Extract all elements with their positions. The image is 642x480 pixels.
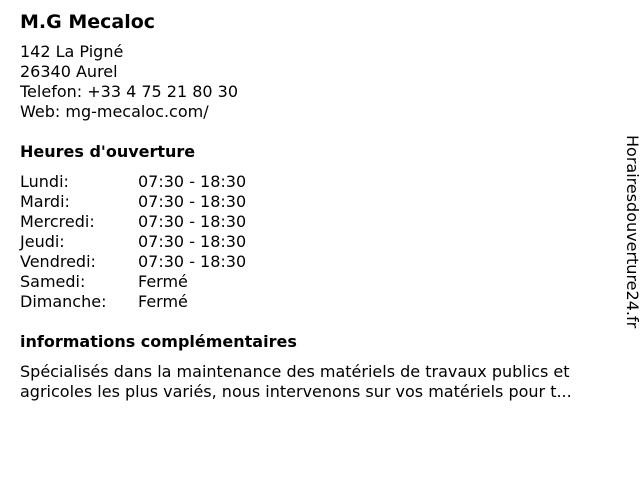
hours-day: Jeudi: <box>20 232 65 251</box>
hours-day: Samedi: <box>20 272 86 291</box>
address-city: 26340 Aurel <box>20 62 118 81</box>
hours-day: Dimanche: <box>20 292 107 311</box>
info-description: Spécialisés dans la maintenance des matériels de travaux publics et agricoles les plus variés, nous intervenons sur vos matériels pour t... <box>20 362 572 401</box>
hours-day: Mardi: <box>20 192 70 211</box>
address-block <box>20 42 620 122</box>
site-watermark <box>622 135 642 345</box>
business-card <box>20 10 620 402</box>
hours-time: Fermé <box>138 272 188 291</box>
address-street: 142 La Pigné <box>20 42 124 61</box>
hours-time: 07:30 - 18:30 <box>138 212 247 231</box>
hours-time: Fermé <box>138 292 188 311</box>
hours-row <box>20 212 620 232</box>
hours-row <box>20 272 620 292</box>
hours-time: 07:30 - 18:30 <box>138 172 247 191</box>
hours-time: 07:30 - 18:30 <box>138 232 247 251</box>
hours-table <box>20 172 620 312</box>
hours-row <box>20 172 620 192</box>
phone-number: Telefon: +33 4 75 21 80 30 <box>20 82 239 101</box>
hours-time: 07:30 - 18:30 <box>138 252 247 271</box>
hours-day: Lundi: <box>20 172 69 191</box>
business-name: M.G Mecaloc <box>20 11 156 33</box>
watermark-text: Horairesdouverture24.fr <box>623 135 642 329</box>
hours-time: 07:30 - 18:30 <box>138 192 247 211</box>
hours-row <box>20 292 620 312</box>
hours-day: Vendredi: <box>20 252 96 271</box>
website: Web: mg-mecaloc.com/ <box>20 102 209 121</box>
hours-heading: Heures d'ouverture <box>20 142 196 161</box>
hours-row <box>20 192 620 212</box>
hours-row <box>20 252 620 272</box>
info-heading: informations complémentaires <box>20 332 297 351</box>
hours-day: Mercredi: <box>20 212 95 231</box>
hours-row <box>20 232 620 252</box>
